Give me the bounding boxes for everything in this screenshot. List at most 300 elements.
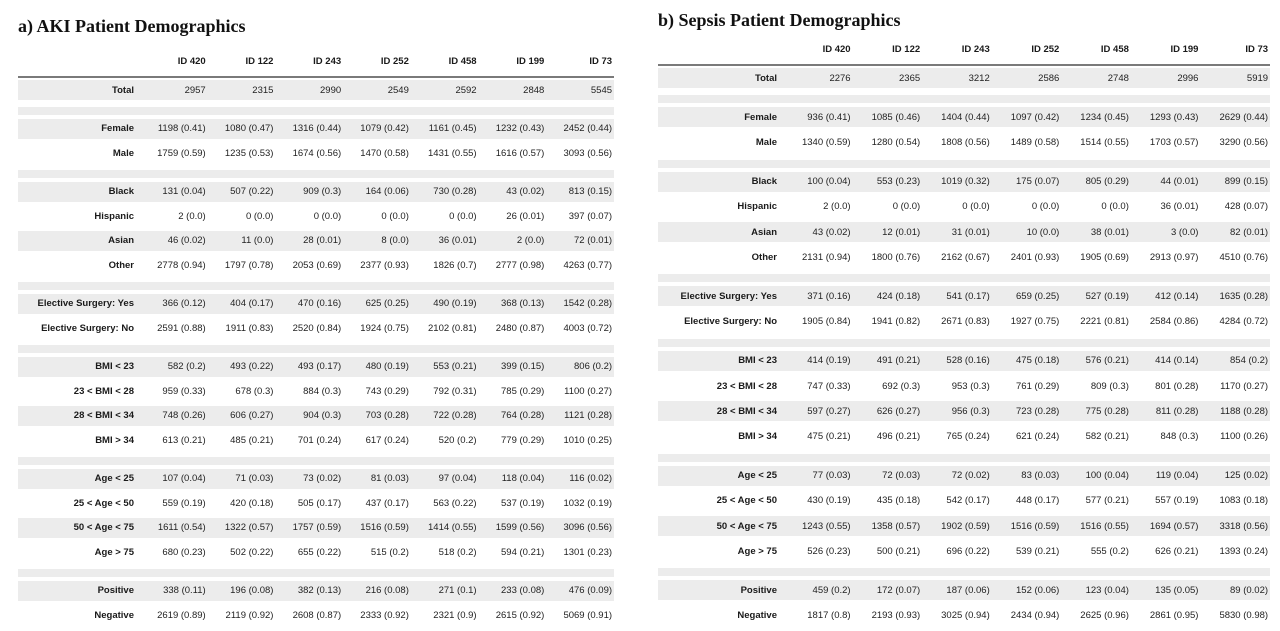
table-cell: 1083 (0.18) [1219, 495, 1269, 507]
table-cell: 0 (0.0) [313, 210, 342, 222]
table-cell: 1404 (0.44) [941, 111, 990, 123]
table-cell: 537 (0.19) [501, 497, 545, 509]
table-cell: 723 (0.28) [1016, 405, 1060, 417]
row-label: 23 < BMI < 28 [716, 380, 777, 392]
table-cell: 125 (0.02) [1224, 470, 1269, 482]
row-label: Age < 25 [94, 473, 134, 484]
table-row [658, 68, 1270, 88]
table-cell: 2401 (0.93) [1010, 251, 1060, 263]
table-cell: 0 (0.0) [245, 210, 274, 222]
table-row [18, 430, 614, 450]
column-header: ID 199 [516, 56, 545, 67]
table-cell: 626 (0.21) [1155, 545, 1199, 557]
table-cell: 0 (0.0) [381, 210, 409, 222]
table-cell: 806 (0.2) [574, 361, 613, 372]
table-cell: 2671 (0.83) [941, 316, 990, 328]
column-header-row [140, 56, 614, 67]
row-label: Male [112, 147, 134, 159]
table-cell: 854 (0.2) [1230, 355, 1269, 367]
table-cell: 1905 (0.69) [1080, 251, 1129, 263]
table-cell: 1759 (0.59) [157, 147, 206, 159]
table-cell: 792 (0.31) [433, 385, 477, 397]
table-cell: 1170 (0.27) [1220, 380, 1269, 392]
row-label: Negative [737, 610, 777, 622]
table-cell: 1085 (0.46) [871, 111, 921, 123]
table-cell: 563 (0.22) [433, 497, 477, 509]
table-cell: 1322 (0.57) [224, 522, 274, 533]
table-cell: 3096 (0.56) [563, 522, 613, 533]
table-cell: 2777 (0.98) [495, 259, 545, 271]
table-row [658, 426, 1270, 446]
table-cell: 4510 (0.76) [1219, 251, 1269, 263]
table-cell: 1301 (0.23) [563, 546, 613, 558]
table-cell: 1757 (0.59) [292, 522, 342, 533]
table-cell: 2584 (0.86) [1149, 316, 1199, 328]
table-row [658, 312, 1270, 332]
table-cell: 553 (0.21) [433, 361, 477, 372]
table-cell: 2615 (0.92) [495, 609, 545, 621]
row-label: Age > 75 [737, 545, 777, 557]
table-cell: 414 (0.14) [1155, 355, 1199, 367]
table-cell: 2549 [387, 84, 409, 96]
table-cell: 107 (0.04) [162, 473, 206, 484]
table-cell: 518 (0.2) [438, 546, 477, 558]
row-label: Age < 25 [737, 470, 777, 482]
table-cell: 83 (0.03) [1021, 470, 1060, 482]
table-cell: 491 (0.21) [876, 355, 921, 367]
table-cell: 44 (0.01) [1160, 176, 1199, 188]
table-row [658, 197, 1270, 217]
table-cell: 0 (0.0) [892, 201, 921, 213]
table-cell: 703 (0.28) [365, 410, 409, 421]
table-cell: 1079 (0.42) [360, 123, 409, 134]
table-cell: 1243 (0.55) [801, 520, 851, 532]
table-cell: 1616 (0.57) [495, 147, 545, 159]
table-cell: 123 (0.04) [1085, 584, 1129, 596]
table-cell: 152 (0.06) [1016, 584, 1060, 596]
row-label: Asian [108, 235, 134, 246]
table-cell: 5919 [1246, 72, 1269, 84]
row-label: Negative [94, 609, 134, 621]
table-cell: 2321 (0.9) [433, 609, 477, 621]
table-row [658, 580, 1270, 600]
table-cell: 448 (0.17) [1016, 495, 1060, 507]
table-cell: 2629 (0.44) [1219, 111, 1269, 123]
table-cell: 172 (0.07) [876, 584, 921, 596]
table-row [18, 255, 614, 275]
table-cell: 119 (0.04) [1155, 470, 1199, 482]
table-cell: 3 (0.0) [1171, 226, 1199, 238]
table-cell: 196 (0.08) [230, 585, 274, 596]
column-header: ID 73 [589, 56, 613, 67]
table-cell: 72 (0.03) [882, 470, 921, 482]
table-cell: 899 (0.15) [1224, 176, 1269, 188]
table-cell: 1232 (0.43) [495, 123, 545, 134]
table-cell: 397 (0.07) [568, 210, 613, 222]
table-cell: 1032 (0.19) [563, 497, 613, 509]
table-row [658, 606, 1270, 626]
table-cell: 2315 [252, 84, 274, 96]
table-cell: 502 (0.22) [230, 546, 274, 558]
table-cell: 2619 (0.89) [157, 609, 206, 621]
table-cell: 131 (0.04) [162, 186, 206, 197]
table-cell: 485 (0.21) [230, 434, 274, 446]
table-cell: 420 (0.18) [230, 497, 274, 509]
table-cell: 507 (0.22) [230, 186, 274, 197]
table-cell: 1927 (0.75) [1010, 316, 1060, 328]
table-row [658, 286, 1270, 306]
table-cell: 761 (0.29) [1016, 380, 1060, 392]
row-label: Elective Surgery: No [41, 322, 134, 334]
table-cell: 414 (0.19) [807, 355, 851, 367]
table-cell: 809 (0.3) [1090, 380, 1129, 392]
table-cell: 542 (0.17) [946, 495, 990, 507]
table-cell: 36 (0.01) [438, 235, 477, 246]
table-cell: 696 (0.22) [946, 545, 990, 557]
table-cell: 1826 (0.7) [433, 259, 477, 271]
table-cell: 1097 (0.42) [1010, 111, 1060, 123]
table-cell: 412 (0.14) [1155, 290, 1199, 302]
table-cell: 2434 (0.94) [1010, 610, 1060, 622]
table-cell: 884 (0.3) [303, 385, 342, 397]
table-row [18, 518, 614, 538]
table-cell: 3093 (0.56) [563, 147, 613, 159]
table-cell: 775 (0.28) [1085, 405, 1129, 417]
group-spacer [18, 569, 614, 577]
group-spacer [18, 107, 614, 115]
table-cell: 1470 (0.58) [360, 147, 409, 159]
row-label: Elective Surgery: Yes [37, 298, 134, 309]
table-cell: 2 (0.0) [516, 235, 545, 246]
table-cell: 26 (0.01) [506, 210, 545, 222]
row-label: Positive [97, 585, 134, 596]
column-header: ID 199 [1170, 44, 1199, 55]
row-label: 25 < Age < 50 [716, 495, 777, 507]
table-cell: 4284 (0.72) [1219, 316, 1269, 328]
table-cell: 582 (0.2) [167, 361, 206, 372]
table-row [658, 541, 1270, 561]
table-cell: 748 (0.26) [162, 410, 206, 421]
table-row [18, 469, 614, 489]
table-row [18, 542, 614, 562]
table-cell: 371 (0.16) [807, 290, 851, 302]
row-label: BMI < 23 [95, 361, 134, 372]
table-cell: 480 (0.19) [365, 361, 409, 372]
table-cell: 475 (0.18) [1016, 355, 1060, 367]
table-cell: 1121 (0.28) [564, 410, 613, 421]
table-cell: 187 (0.06) [946, 584, 990, 596]
table-cell: 2221 (0.81) [1080, 316, 1129, 328]
table-cell: 848 (0.3) [1160, 430, 1199, 442]
row-label: Elective Surgery: No [684, 316, 777, 328]
row-label: BMI > 34 [95, 434, 134, 446]
table-cell: 730 (0.28) [433, 186, 477, 197]
table-cell: 97 (0.04) [438, 473, 477, 484]
table-cell: 1340 (0.59) [801, 136, 851, 148]
table-cell: 1516 (0.59) [1010, 520, 1060, 532]
table-cell: 1235 (0.53) [224, 147, 274, 159]
table-cell: 399 (0.15) [501, 361, 545, 372]
table-cell: 12 (0.01) [882, 226, 921, 238]
table-row [18, 493, 614, 513]
group-spacer [658, 568, 1270, 576]
table-cell: 3212 [968, 72, 990, 84]
table-cell: 1019 (0.32) [941, 176, 990, 188]
table-cell: 577 (0.21) [1085, 495, 1129, 507]
table-row [18, 605, 614, 625]
table-row [18, 80, 614, 100]
row-label: Total [112, 84, 134, 96]
table-cell: 539 (0.21) [1016, 545, 1060, 557]
table-cell: 2520 (0.84) [292, 322, 342, 334]
table-cell: 1905 (0.84) [801, 316, 851, 328]
table-cell: 28 (0.01) [303, 235, 342, 246]
table-row [18, 357, 614, 377]
table-cell: 1198 (0.41) [157, 123, 206, 134]
table-cell: 1161 (0.45) [428, 123, 477, 134]
row-label: Other [108, 259, 134, 271]
table-cell: 1280 (0.54) [871, 136, 921, 148]
table-cell: 1393 (0.24) [1219, 545, 1269, 557]
row-label: Hispanic [94, 210, 134, 222]
table-cell: 1703 (0.57) [1149, 136, 1199, 148]
table-cell: 437 (0.17) [365, 497, 409, 509]
table-cell: 2848 [523, 84, 545, 96]
table-cell: 811 (0.28) [1155, 405, 1199, 417]
table-row [18, 231, 614, 251]
table-cell: 5069 (0.91) [563, 609, 613, 621]
table-cell: 0 (0.0) [449, 210, 477, 222]
table-cell: 43 (0.02) [506, 186, 545, 197]
table-cell: 1414 (0.55) [428, 522, 477, 533]
table-cell: 0 (0.0) [1031, 201, 1060, 213]
table-cell: 956 (0.3) [951, 405, 990, 417]
group-spacer [658, 274, 1270, 282]
table-cell: 0 (0.0) [1101, 201, 1129, 213]
table-cell: 3290 (0.56) [1219, 136, 1269, 148]
row-label: Male [755, 136, 777, 148]
row-label: Asian [751, 226, 777, 238]
table-cell: 476 (0.09) [568, 585, 613, 596]
table-cell: 5545 [590, 84, 613, 96]
row-label: Age > 75 [94, 546, 134, 558]
row-label: BMI < 23 [738, 355, 777, 367]
table-cell: 557 (0.19) [1155, 495, 1199, 507]
column-header: ID 73 [1245, 44, 1269, 55]
table-cell: 2119 (0.92) [225, 609, 274, 621]
table-cell: 613 (0.21) [162, 434, 206, 446]
row-label: BMI > 34 [738, 430, 777, 442]
table-cell: 100 (0.04) [1085, 470, 1129, 482]
row-label: 28 < BMI < 34 [73, 410, 134, 421]
table-cell: 2748 [1107, 72, 1129, 84]
table-cell: 2913 (0.97) [1149, 251, 1199, 263]
table-cell: 1188 (0.28) [1220, 405, 1269, 417]
panel-title: b) Sepsis Patient Demographics [658, 10, 901, 30]
row-label: Black [108, 186, 134, 197]
table-cell: 576 (0.21) [1085, 355, 1129, 367]
table-cell: 1080 (0.47) [224, 123, 274, 134]
table-cell: 73 (0.02) [303, 473, 342, 484]
table-cell: 2957 [184, 84, 206, 96]
table-cell: 520 (0.2) [438, 434, 477, 446]
column-header: ID 243 [313, 56, 342, 67]
table-cell: 493 (0.22) [230, 361, 274, 372]
table-cell: 72 (0.01) [574, 235, 613, 246]
table-cell: 813 (0.15) [568, 186, 613, 197]
table-cell: 2193 (0.93) [871, 610, 921, 622]
table-cell: 2333 (0.92) [360, 609, 409, 621]
table-cell: 597 (0.27) [807, 405, 851, 417]
table-cell: 1635 (0.28) [1219, 290, 1269, 302]
table-cell: 500 (0.21) [876, 545, 921, 557]
table-cell: 424 (0.18) [876, 290, 921, 302]
table-row [18, 406, 614, 426]
table-row [658, 107, 1270, 127]
table-cell: 36 (0.01) [1160, 201, 1199, 213]
table-cell: 3025 (0.94) [941, 610, 990, 622]
column-header: ID 458 [448, 56, 477, 67]
table-cell: 617 (0.24) [365, 434, 409, 446]
table-cell: 470 (0.16) [297, 298, 342, 309]
column-header: ID 420 [822, 44, 851, 55]
table-row [18, 182, 614, 202]
table-cell: 490 (0.19) [433, 298, 477, 309]
table-cell: 801 (0.28) [1155, 380, 1199, 392]
table-cell: 2625 (0.96) [1080, 610, 1129, 622]
row-label: 25 < Age < 50 [73, 497, 134, 509]
table-cell: 747 (0.33) [807, 380, 851, 392]
table-cell: 428 (0.07) [1224, 201, 1269, 213]
table-cell: 338 (0.11) [163, 585, 206, 596]
table-row [18, 143, 614, 163]
table-cell: 594 (0.21) [501, 546, 545, 558]
row-label: 50 < Age < 75 [73, 522, 134, 533]
column-header: ID 252 [1031, 44, 1060, 55]
table-cell: 1797 (0.78) [224, 259, 274, 271]
row-label: 50 < Age < 75 [716, 520, 777, 532]
table-cell: 1542 (0.28) [563, 298, 613, 309]
table-cell: 1941 (0.82) [871, 316, 921, 328]
table-cell: 1100 (0.26) [1220, 430, 1269, 442]
table-cell: 2778 (0.94) [157, 259, 206, 271]
table-cell: 1100 (0.27) [564, 385, 613, 397]
table-cell: 271 (0.1) [438, 585, 477, 596]
table-cell: 764 (0.28) [501, 410, 545, 421]
table-cell: 2365 [899, 72, 921, 84]
table-cell: 2276 [829, 72, 851, 84]
table-cell: 2102 (0.81) [428, 322, 477, 334]
group-spacer [658, 95, 1270, 103]
header-rule [18, 76, 614, 78]
table-cell: 904 (0.3) [303, 410, 342, 421]
table-row [658, 376, 1270, 396]
table-cell: 4003 (0.72) [563, 322, 613, 334]
table-cell: 722 (0.28) [433, 410, 477, 421]
table-cell: 621 (0.24) [1016, 430, 1060, 442]
table-cell: 553 (0.23) [876, 176, 921, 188]
table-cell: 1293 (0.43) [1149, 111, 1199, 123]
table-cell: 116 (0.02) [569, 473, 613, 484]
table-cell: 515 (0.2) [370, 546, 409, 558]
table-cell: 1694 (0.57) [1149, 520, 1199, 532]
table-cell: 2591 (0.88) [157, 322, 206, 334]
table-cell: 404 (0.17) [230, 298, 274, 309]
table-cell: 2053 (0.69) [292, 259, 342, 271]
row-label: Female [101, 123, 134, 134]
table-cell: 382 (0.13) [297, 585, 342, 596]
table-cell: 1808 (0.56) [941, 136, 990, 148]
table-cell: 743 (0.29) [365, 385, 409, 397]
table-cell: 1489 (0.58) [1010, 136, 1060, 148]
table-cell: 2131 (0.94) [801, 251, 851, 263]
table-cell: 164 (0.06) [365, 186, 409, 197]
table-cell: 2 (0.0) [823, 201, 851, 213]
row-label: Elective Surgery: Yes [680, 290, 777, 302]
table-row [18, 206, 614, 226]
table-cell: 625 (0.25) [365, 298, 409, 309]
table-cell: 785 (0.29) [501, 385, 545, 397]
row-label: 28 < BMI < 34 [716, 405, 777, 417]
table-cell: 1817 (0.8) [807, 610, 851, 622]
table-cell: 493 (0.17) [297, 361, 342, 372]
table-row [658, 401, 1270, 421]
table-cell: 475 (0.21) [807, 430, 851, 442]
table-cell: 496 (0.21) [876, 430, 921, 442]
table-cell: 582 (0.21) [1085, 430, 1129, 442]
table-cell: 1924 (0.75) [360, 322, 409, 334]
table-cell: 1902 (0.59) [941, 520, 990, 532]
table-row [658, 132, 1270, 152]
table-cell: 559 (0.19) [162, 497, 206, 509]
row-label: Total [755, 72, 777, 84]
table-row [18, 119, 614, 139]
table-cell: 1516 (0.59) [360, 522, 409, 533]
table-cell: 46 (0.02) [167, 235, 206, 246]
table-row [658, 466, 1270, 486]
table-cell: 528 (0.16) [946, 355, 990, 367]
table-cell: 1358 (0.57) [871, 520, 921, 532]
table-cell: 1800 (0.76) [871, 251, 921, 263]
table-cell: 2990 [320, 84, 342, 96]
table-cell: 8 (0.0) [381, 235, 409, 246]
table-cell: 4263 (0.77) [563, 259, 613, 271]
table-cell: 2 (0.0) [178, 210, 206, 222]
table-cell: 2377 (0.93) [360, 259, 409, 271]
table-cell: 82 (0.01) [1230, 226, 1269, 238]
table-row [658, 351, 1270, 371]
table-cell: 459 (0.2) [812, 584, 851, 596]
table-cell: 2592 [455, 84, 477, 96]
table-cell: 2452 (0.44) [563, 123, 613, 134]
table-cell: 175 (0.07) [1016, 176, 1060, 188]
table-cell: 1674 (0.56) [292, 147, 342, 159]
table-cell: 678 (0.3) [235, 385, 274, 397]
table-cell: 100 (0.04) [807, 176, 851, 188]
table-cell: 1316 (0.44) [292, 123, 342, 134]
column-header: ID 122 [245, 56, 274, 67]
table-row [658, 172, 1270, 192]
table-row [18, 294, 614, 314]
table-cell: 1599 (0.56) [495, 522, 545, 533]
group-spacer [658, 454, 1270, 462]
table-cell: 2480 (0.87) [495, 322, 545, 334]
table-cell: 765 (0.24) [946, 430, 990, 442]
table-cell: 77 (0.03) [812, 470, 851, 482]
table-cell: 31 (0.01) [951, 226, 990, 238]
table-cell: 779 (0.29) [501, 434, 545, 446]
row-label: Positive [740, 584, 777, 596]
